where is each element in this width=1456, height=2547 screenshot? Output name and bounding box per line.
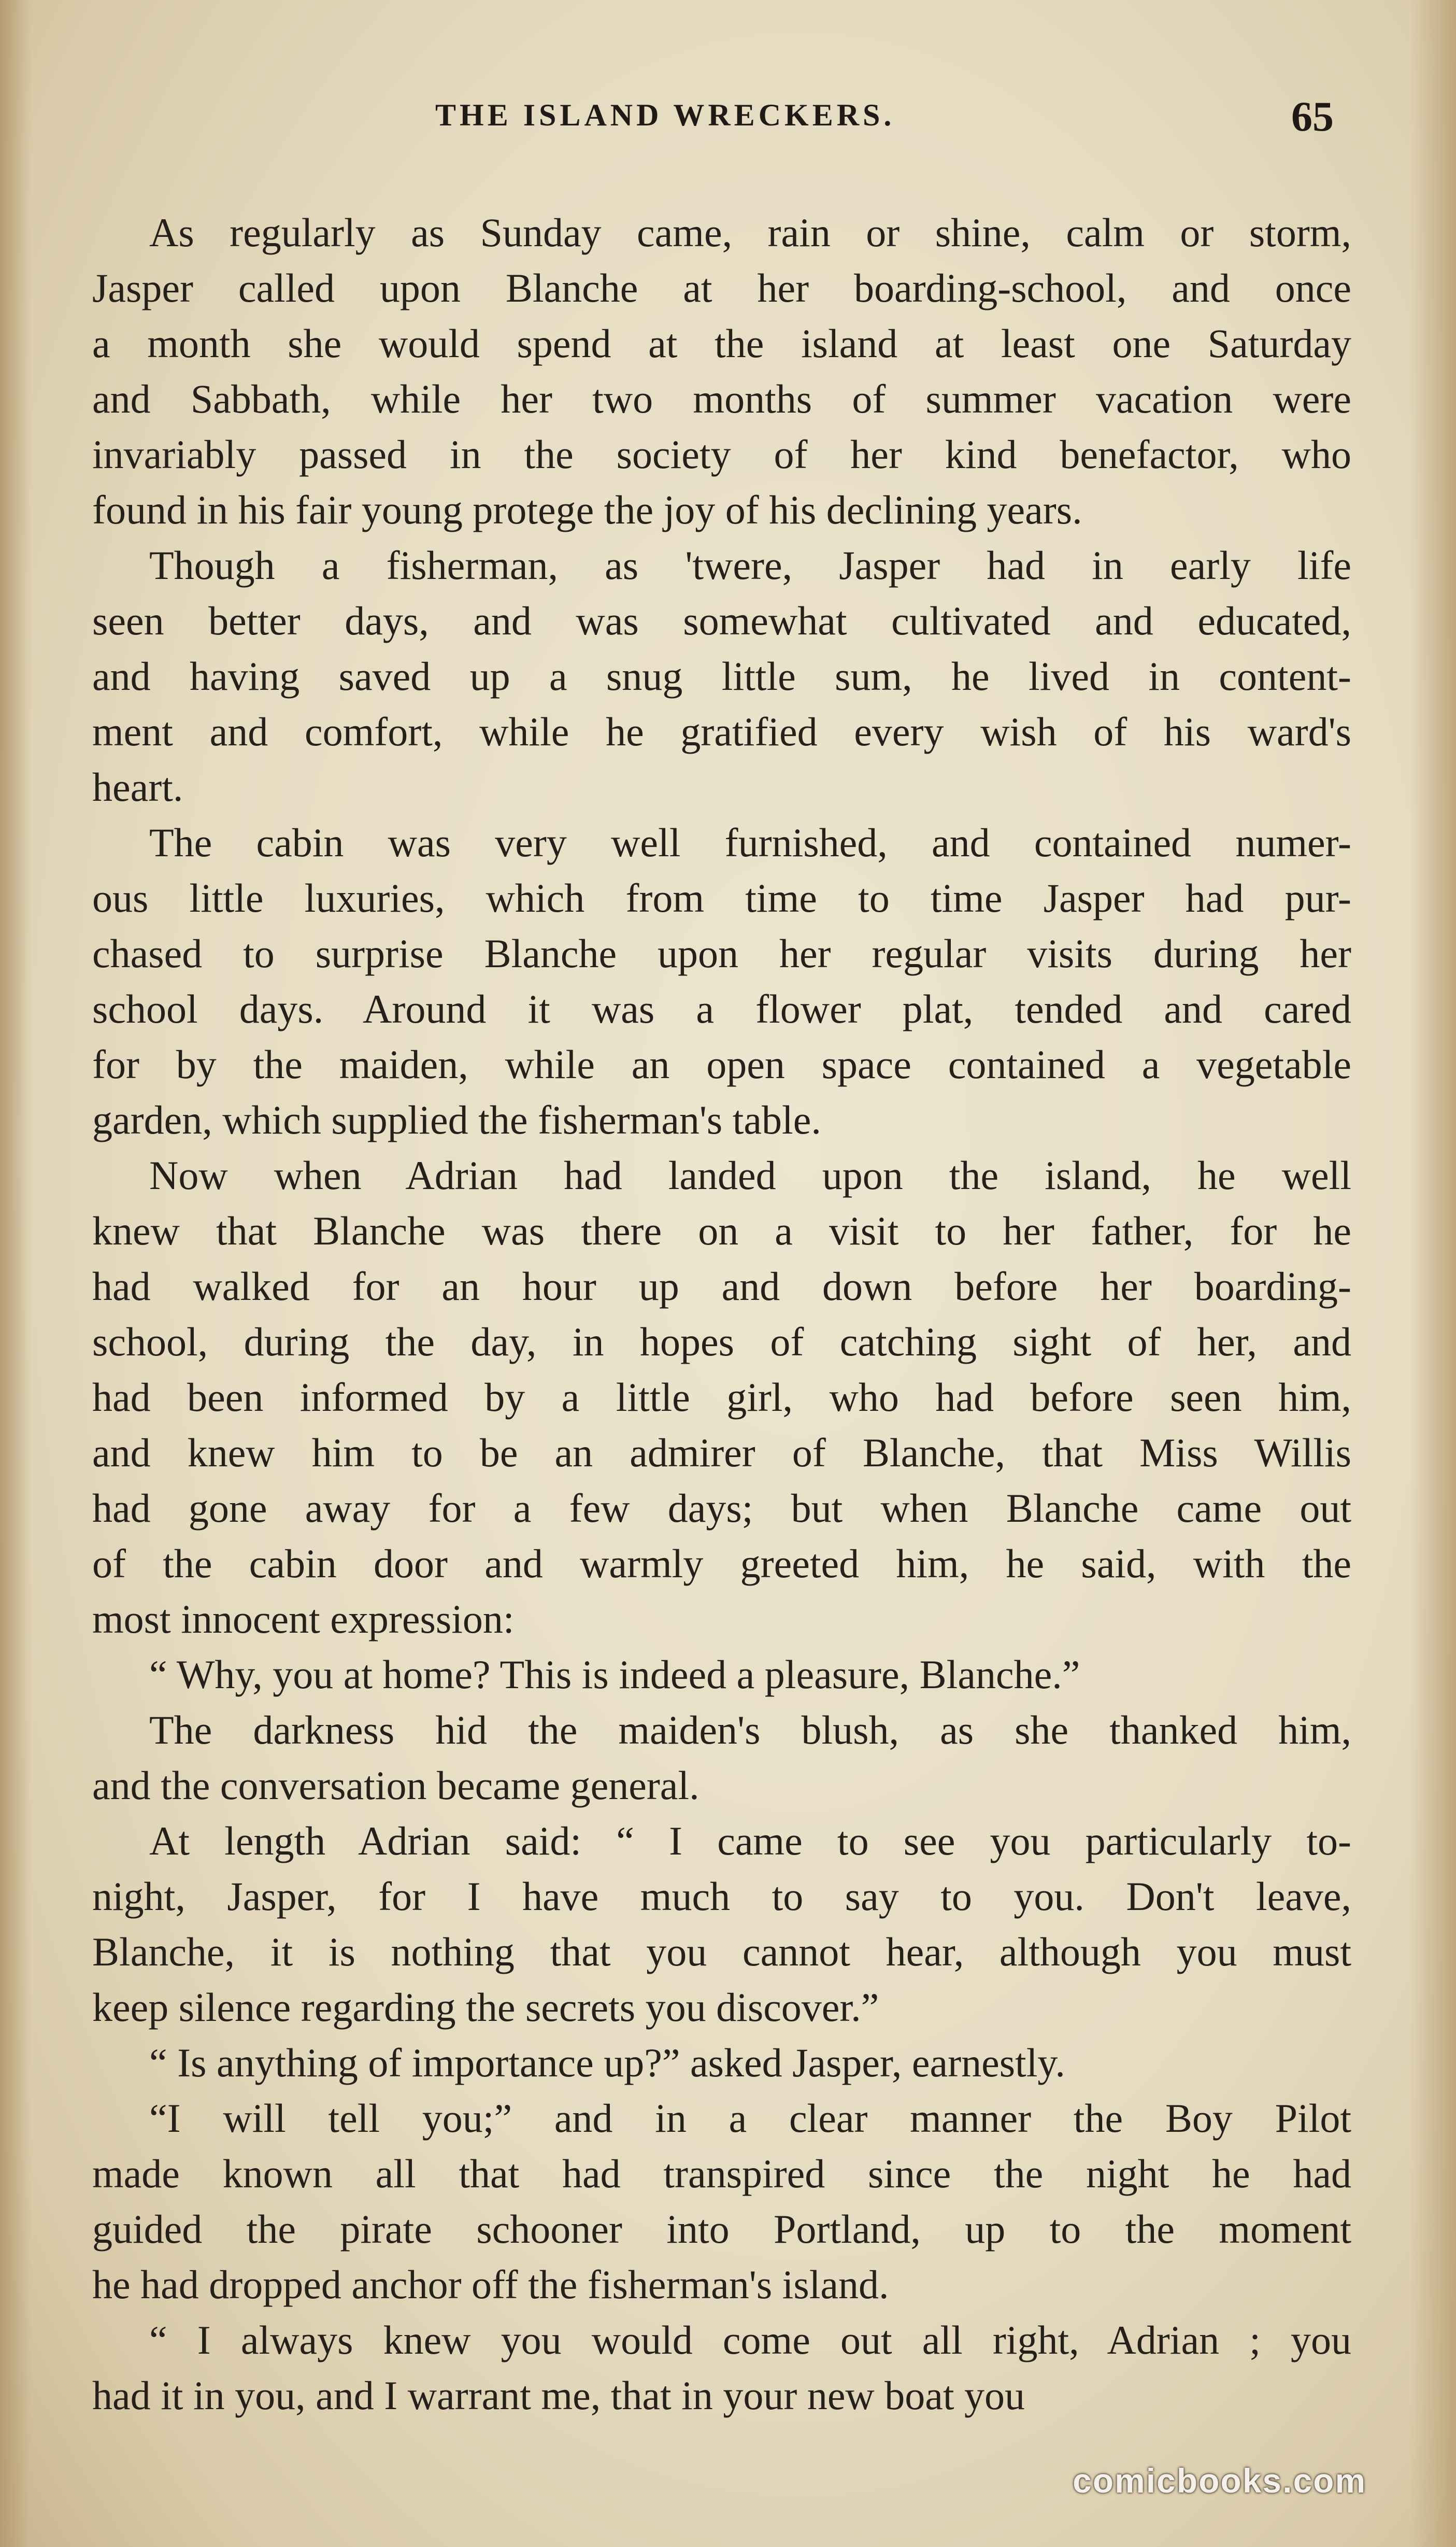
text-line: and knew him to be an admirer of Blanche, that Miss Willis	[92, 1430, 1351, 1475]
page-number: 65	[1291, 93, 1334, 140]
text-line: keep silence regarding the secrets you discover.”	[92, 1985, 879, 2030]
paragraph	[40, 1148, 1351, 1647]
text-line: Jasper called upon Blanche at her boarding-school, and once	[92, 265, 1351, 310]
running-head	[0, 92, 1456, 149]
text-line: “I will tell you;” and in a clear manner the Boy Pilot	[149, 2096, 1351, 2141]
text-line: guided the pirate schooner into Portland, up to the moment	[92, 2206, 1351, 2252]
text-line: seen better days, and was somewhat cultivated and educated,	[92, 598, 1351, 643]
paragraph	[40, 2090, 1351, 2312]
text-line: “ I always knew you would come out all right, Adrian ; you	[149, 2317, 1351, 2362]
text-line: for by the maiden, while an open space contained a vegetable	[92, 1042, 1351, 1087]
text-line: heart.	[92, 765, 183, 810]
body-text	[40, 205, 1351, 2423]
text-line: knew that Blanche was there on a visit to her father, for he	[92, 1208, 1351, 1253]
paragraph	[40, 2312, 1351, 2423]
text-line: ous little luxuries, which from time to time Jasper had pur-	[92, 875, 1351, 921]
text-line: made known all that had transpired since the night he had	[92, 2151, 1351, 2196]
paragraph	[40, 537, 1351, 815]
text-line: ment and comfort, while he gratified every wish of his ward's	[92, 709, 1351, 754]
text-line: a month she would spend at the island at least one Saturday	[92, 321, 1351, 366]
text-line: invariably passed in the society of her kind benefactor, who	[92, 432, 1351, 477]
text-line: had walked for an hour up and down before her boarding-	[92, 1264, 1351, 1309]
text-line: most innocent expression:	[92, 1596, 515, 1642]
paragraph	[40, 815, 1351, 1148]
paragraph	[40, 1702, 1351, 1813]
text-line: and the conversation became general.	[92, 1763, 700, 1808]
text-line: school, during the day, in hopes of catching sight of her, and	[92, 1319, 1351, 1364]
watermark: comicbooks.com	[1073, 2461, 1367, 2500]
paragraph	[40, 2035, 1351, 2090]
paragraph	[40, 205, 1351, 537]
text-line: “ Is anything of importance up?” asked Jasper, earnestly.	[149, 2040, 1065, 2085]
running-title: THE ISLAND WRECKERS.	[435, 98, 895, 132]
paragraph	[40, 1647, 1351, 1702]
paragraph	[40, 1813, 1351, 2035]
text-line: and having saved up a snug little sum, he lived in content-	[92, 654, 1351, 699]
text-line: and Sabbath, while her two months of summer vacation were	[92, 376, 1351, 421]
text-line: had it in you, and I warrant me, that in your new boat you	[92, 2373, 1025, 2418]
text-line: garden, which supplied the fisherman's table.	[92, 1097, 821, 1142]
text-line: school days. Around it was a flower plat, tended and cared	[92, 986, 1351, 1031]
text-line: At length Adrian said: “ I came to see you particularly to-	[149, 1818, 1351, 1863]
text-line: found in his fair young protege the joy of his declining years.	[92, 487, 1082, 532]
text-line: had been informed by a little girl, who had before seen him,	[92, 1375, 1351, 1420]
text-line: he had dropped anchor off the fisherman's island.	[92, 2262, 889, 2307]
text-line: had gone away for a few days; but when Blanche came out	[92, 1485, 1351, 1531]
text-line: As regularly as Sunday came, rain or shine, calm or storm,	[149, 210, 1351, 255]
text-line: Though a fisherman, as 'twere, Jasper had in early life	[149, 543, 1351, 588]
text-line: Blanche, it is nothing that you cannot hear, although you must	[92, 1929, 1351, 1974]
text-line: night, Jasper, for I have much to say to you. Don't leave,	[92, 1874, 1351, 1919]
page-gutter-shadow	[0, 0, 31, 2547]
text-line: The cabin was very well furnished, and contained numer-	[149, 820, 1351, 865]
page-edge-shadow	[1409, 0, 1456, 2547]
text-line: chased to surprise Blanche upon her regular visits during her	[92, 931, 1351, 976]
text-line: of the cabin door and warmly greeted him, he said, with the	[92, 1541, 1351, 1586]
text-line: “ Why, you at home? This is indeed a pleasure, Blanche.”	[149, 1652, 1080, 1697]
text-line: The darkness hid the maiden's blush, as she thanked him,	[149, 1707, 1351, 1752]
text-line: Now when Adrian had landed upon the island, he well	[149, 1153, 1351, 1198]
